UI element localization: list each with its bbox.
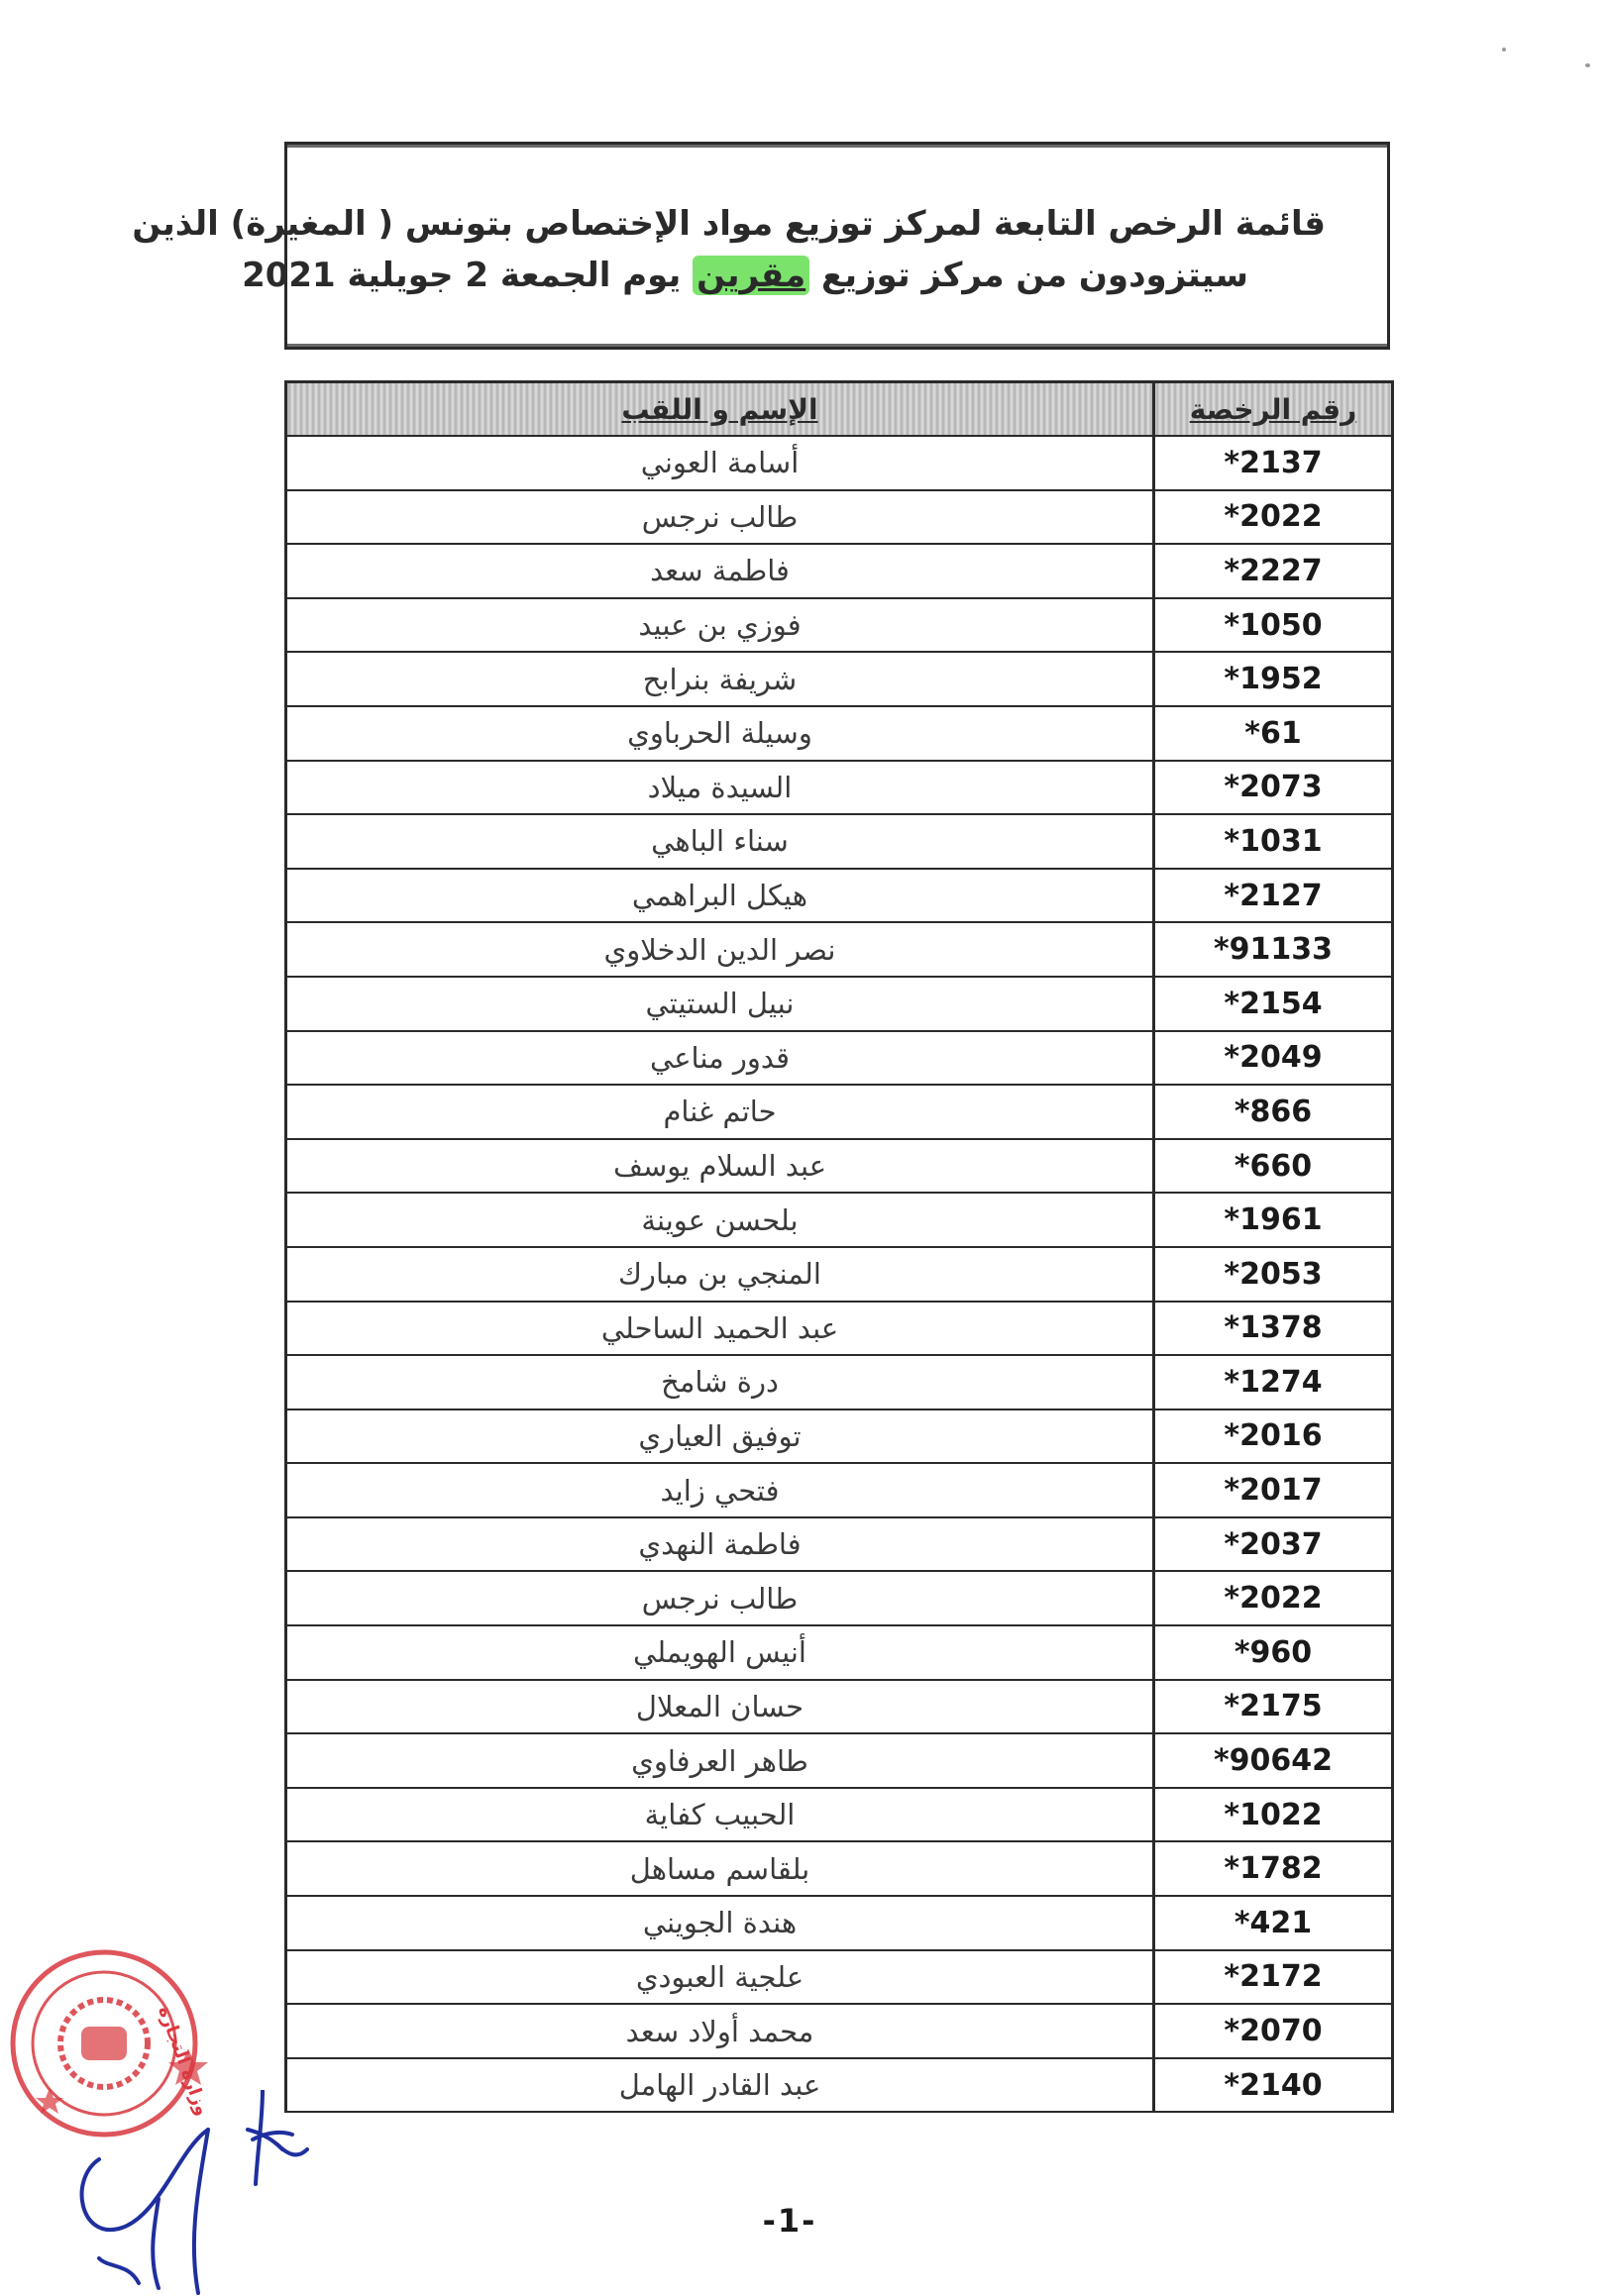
holder-name-cell: قدور مناعي [286, 1031, 1154, 1086]
table-row [286, 652, 1393, 706]
holder-name-cell: فاطمة النهدي [286, 1517, 1154, 1572]
holder-name-cell: سناء الباهي [286, 814, 1154, 869]
table-row [286, 1680, 1393, 1734]
table-row [286, 1355, 1393, 1409]
holder-name-cell: الحبيب كفاية [286, 1788, 1154, 1842]
license-number-cell: *1274 [1154, 1355, 1393, 1409]
holder-name-cell: طالب نرجس [286, 1571, 1154, 1625]
license-number-cell: *91133 [1154, 922, 1393, 977]
license-number-cell: *866 [1154, 1085, 1393, 1139]
table-row [286, 1463, 1393, 1517]
table-body [286, 436, 1393, 2112]
license-number-cell: *1050 [1154, 598, 1393, 653]
license-number-cell: *61 [1154, 706, 1393, 761]
table-row [286, 2058, 1393, 2113]
holder-name-cell: نبيل الستيتي [286, 977, 1154, 1031]
holder-name-cell: عبد القادر الهامل [286, 2058, 1154, 2113]
holder-name-cell: أسامة العوني [286, 436, 1154, 490]
holder-name-cell: بلقاسم مساهل [286, 1841, 1154, 1896]
title-line-2-start: سيتزودون من مركز توزيع [820, 256, 1248, 295]
table-row [286, 1193, 1393, 1247]
license-number-cell: *660 [1154, 1139, 1393, 1194]
table-row [286, 814, 1393, 869]
license-number-cell: *1022 [1154, 1788, 1393, 1842]
license-number-cell: *2049 [1154, 1031, 1393, 1086]
table-header-row [286, 382, 1393, 437]
table-row [286, 490, 1393, 545]
holder-name-cell: علجية العبودي [286, 1950, 1154, 2005]
license-number-cell: *960 [1154, 1625, 1393, 1680]
holder-name-cell: شريفة بنرابح [286, 652, 1154, 706]
holder-name-cell: حسان المعلال [286, 1680, 1154, 1734]
column-header-name: الإسم و اللقب [286, 382, 1154, 437]
scan-speck [1585, 63, 1590, 67]
title-line-2 [242, 256, 1248, 295]
license-number-cell: *1961 [1154, 1193, 1393, 1247]
license-number-cell: *2127 [1154, 869, 1393, 923]
table-row [286, 977, 1393, 1031]
table-row [286, 1841, 1393, 1896]
holder-name-cell: أنيس الهويملي [286, 1625, 1154, 1680]
holder-name-cell: بلحسن عوينة [286, 1193, 1154, 1247]
license-number-cell: *2073 [1154, 761, 1393, 815]
title-box [132, 142, 1390, 350]
scan-speck [1502, 48, 1506, 52]
license-number-cell: *1782 [1154, 1841, 1393, 1896]
holder-name-cell: فاطمة سعد [286, 544, 1154, 598]
license-number-cell: *1952 [1154, 652, 1393, 706]
table-row [286, 1733, 1393, 1788]
table-row [286, 1085, 1393, 1139]
license-number-cell: *2022 [1154, 490, 1393, 545]
license-number-cell: *2053 [1154, 1247, 1393, 1302]
highlighted-center-name: مقرين [693, 256, 809, 295]
table-row [286, 1302, 1393, 1356]
table-row [286, 869, 1393, 923]
holder-name-cell: عبد الحميد الساحلي [286, 1302, 1154, 1356]
license-table [284, 380, 1394, 2113]
license-number-cell: *1378 [1154, 1302, 1393, 1356]
table-row [286, 1625, 1393, 1680]
table-row [286, 1139, 1393, 1194]
holder-name-cell: طاهر العرفاوي [286, 1733, 1154, 1788]
holder-name-cell: حاتم غنام [286, 1085, 1154, 1139]
table-row [286, 544, 1393, 598]
table-row [286, 1247, 1393, 1302]
license-number-cell: *2140 [1154, 2058, 1393, 2113]
table-row [286, 1896, 1393, 1950]
table-row [286, 761, 1393, 815]
holder-name-cell: عبد السلام يوسف [286, 1139, 1154, 1194]
holder-name-cell: درة شامخ [286, 1355, 1154, 1409]
table-row [286, 598, 1393, 653]
license-number-cell: *421 [1154, 1896, 1393, 1950]
title-line-1: قائمة الرخص التابعة لمركز توزيع مواد الإختصاص بتونس ( المغيرة) الذين [132, 204, 1326, 244]
license-number-cell: *2172 [1154, 1950, 1393, 2005]
holder-name-cell: المنجي بن مبارك [286, 1247, 1154, 1302]
table-row [286, 1409, 1393, 1464]
license-number-cell: *2137 [1154, 436, 1393, 490]
license-number-cell: *2022 [1154, 1571, 1393, 1625]
table-row [286, 1031, 1393, 1086]
table-row [286, 1517, 1393, 1572]
holder-name-cell: نصر الدين الدخلاوي [286, 922, 1154, 977]
holder-name-cell: طالب نرجس [286, 490, 1154, 545]
page-number: -1- [762, 2202, 817, 2240]
holder-name-cell: محمد أولاد سعد [286, 2004, 1154, 2058]
license-number-cell: *2227 [1154, 544, 1393, 598]
table-row [286, 2004, 1393, 2058]
table-row [286, 1788, 1393, 1842]
license-number-cell: *2070 [1154, 2004, 1393, 2058]
license-number-cell: *90642 [1154, 1733, 1393, 1788]
stamp-text: وزارة التجارة [154, 2003, 213, 2119]
license-number-cell: *2017 [1154, 1463, 1393, 1517]
license-number-cell: *2175 [1154, 1680, 1393, 1734]
holder-name-cell: فتحي زايد [286, 1463, 1154, 1517]
table-row [286, 1950, 1393, 2005]
holder-name-cell: فوزي بن عبيد [286, 598, 1154, 653]
holder-name-cell: هندة الجويني [286, 1896, 1154, 1950]
table-row [286, 436, 1393, 490]
license-table-wrapper [284, 380, 1394, 2122]
license-number-cell: *1031 [1154, 814, 1393, 869]
handwritten-signature [59, 2090, 347, 2296]
column-header-license: رقم الرخصة [1154, 382, 1393, 437]
table-row [286, 1571, 1393, 1625]
title-line-2-end: يوم الجمعة 2 جويلية 2021 [242, 256, 682, 295]
holder-name-cell: وسيلة الحرباوي [286, 706, 1154, 761]
license-number-cell: *2016 [1154, 1409, 1393, 1464]
license-number-cell: *2037 [1154, 1517, 1393, 1572]
table-row [286, 922, 1393, 977]
license-number-cell: *2154 [1154, 977, 1393, 1031]
holder-name-cell: السيدة ميلاد [286, 761, 1154, 815]
table-row [286, 706, 1393, 761]
holder-name-cell: توفيق العياري [286, 1409, 1154, 1464]
holder-name-cell: هيكل البراهمي [286, 869, 1154, 923]
